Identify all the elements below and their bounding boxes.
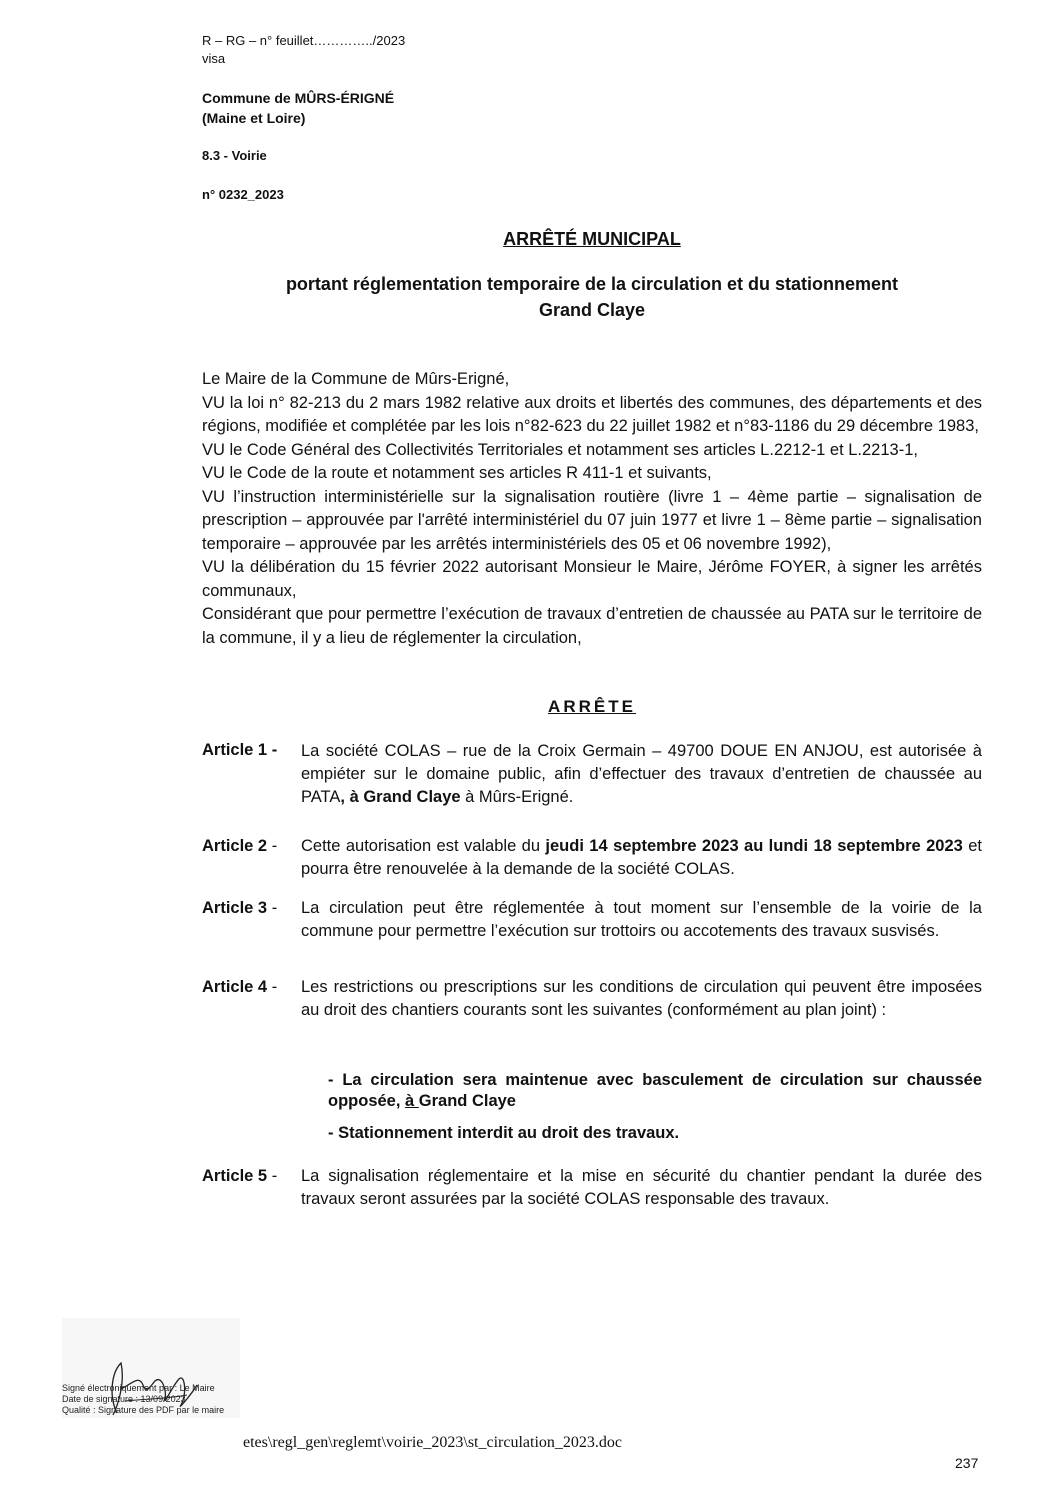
preamble <box>202 368 982 650</box>
document-title-text: ARRÊTÉ MUNICIPAL <box>503 229 681 249</box>
visa-label: visa <box>202 51 226 66</box>
reference-line: R – RG – n° feuillet…………../2023 <box>202 33 406 48</box>
article-2-dash: - <box>267 837 278 855</box>
article-1-label <box>202 739 302 762</box>
preamble-vu-instruction: VU l’instruction interministérielle sur la signalisation routière (livre 1 – 4ème partie – signalisation de prescription – approuvée par l'arrêté interministériel du 07 juin 1977 et livre 1 – 8ème partie – signalisation temporaire – approuvée par les arrêtés interministériels des 05 et 06 novembre 1992), <box>202 487 982 553</box>
article-3-label-text: Article 3 <box>202 899 268 917</box>
preamble-vu-cgct: VU le Code Général des Collectivités Territoriales et notamment ses articles L.2212-1 et L.2213-1, <box>202 440 918 459</box>
preamble-mayor: Le Maire de la Commune de Mûrs-Erigné, <box>202 370 510 388</box>
signature-signed-by: Signé électroniquement par : Le Maire <box>62 1383 215 1393</box>
subtitle-line-2: Grand Claye <box>538 300 646 320</box>
article-2-label-text: Article 2 <box>202 837 268 855</box>
article-3-label <box>202 897 302 920</box>
preamble-vu-code-route: VU le Code de la route et notamment ses articles R 411-1 et suivants, <box>202 464 712 482</box>
article-5-label-text: Article 5 <box>202 1167 268 1185</box>
signature-quality: Qualité : Signature des PDF par le maire <box>62 1405 225 1415</box>
signature-date: Date de signature : 13/09/2023 <box>62 1394 186 1404</box>
article-1-label-text: Article 1 - <box>202 741 278 759</box>
article-5-label <box>202 1165 302 1188</box>
article-1-text <box>301 740 982 809</box>
document-title <box>0 229 1058 250</box>
article-5-dash: - <box>267 1167 278 1185</box>
preamble-vu-loi: VU la loi n° 82-213 du 2 mars 1982 relative aux droits et libertés des communes, des départements et des régions, modifiée et complétée par les lois n°82-623 du 22 juillet 1982 et n°83-1186 du 29 décembre 1983, <box>202 393 982 435</box>
decree-number: n° 0232_2023 <box>202 187 284 202</box>
article-4-bullet-1 <box>328 1070 982 1112</box>
article-1-text-bold: , à Grand Claye <box>340 788 461 806</box>
signature-info <box>62 1383 224 1416</box>
article-2-text <box>301 835 982 881</box>
commune-name: Commune de MÛRS-ÉRIGNÉ <box>202 90 395 106</box>
article-1-text-a: La société COLAS – rue de la Croix Germain – 49700 DOUE EN ANJOU, est autorisée à empiéter sur le domaine public, afin d’effectuer des travaux d’entretien de chaussée au PATA <box>301 742 982 806</box>
category-label: 8.3 - Voirie <box>202 148 267 163</box>
footer-file-path: etes\regl_gen\reglemt\voirie_2023\st_circulation_2023.doc <box>243 1434 623 1451</box>
article-4-label-text: Article 4 <box>202 978 268 996</box>
article-2-text-a: Cette autorisation est valable du <box>301 837 546 855</box>
page-number: 237 <box>955 1455 979 1471</box>
article-3-dash: - <box>267 899 278 917</box>
article-2-label <box>202 835 302 858</box>
article-3-text: La circulation peut être réglementée à tout moment sur l’ensemble de la voirie de la commune pour permettre l’exécution sur trottoirs ou accotements des travaux susvisés. <box>301 899 982 940</box>
bullet-1-text-a: - La circulation sera maintenue avec basculement de circulation sur chaussée opposée, <box>328 1071 982 1110</box>
article-1-text-b: à Mûrs-Erigné. <box>460 788 574 806</box>
subtitle-line-1: portant réglementation temporaire de la circulation et du stationnement <box>285 274 899 294</box>
article-4-label <box>202 976 302 999</box>
article-4-dash: - <box>267 978 278 996</box>
arrete-heading: ARRÊTE <box>548 697 636 716</box>
bullet-1-underlined: à <box>405 1092 419 1110</box>
preamble-considerant: Considérant que pour permettre l’exécution de travaux d’entretien de chaussée au PATA sur le territoire de la commune, il y a lieu de réglementer la circulation, <box>202 605 982 647</box>
article-5-text: La signalisation réglementaire et la mise en sécurité du chantier pendant la durée des travaux seront assurées par la société COLAS responsable des travaux. <box>301 1167 982 1208</box>
department-name: (Maine et Loire) <box>202 110 306 126</box>
article-4-text: Les restrictions ou prescriptions sur les conditions de circulation qui peuvent être imposées au droit des chantiers courants sont les suivantes (conformément au plan joint) : <box>301 978 982 1019</box>
article-2-text-b: et pourra être renouvelée à la demande de la société COLAS. <box>301 837 982 878</box>
article-4-bullet-2: - Stationnement interdit au droit des travaux. <box>328 1124 680 1142</box>
bullet-1-text-b: Grand Claye <box>418 1092 516 1110</box>
article-2-text-bold: jeudi 14 septembre 2023 au lundi 18 septembre 2023 <box>545 837 963 855</box>
preamble-vu-deliberation: VU la délibération du 15 février 2022 autorisant Monsieur le Maire, Jérôme FOYER, à signer les arrêtés communaux, <box>202 558 982 600</box>
